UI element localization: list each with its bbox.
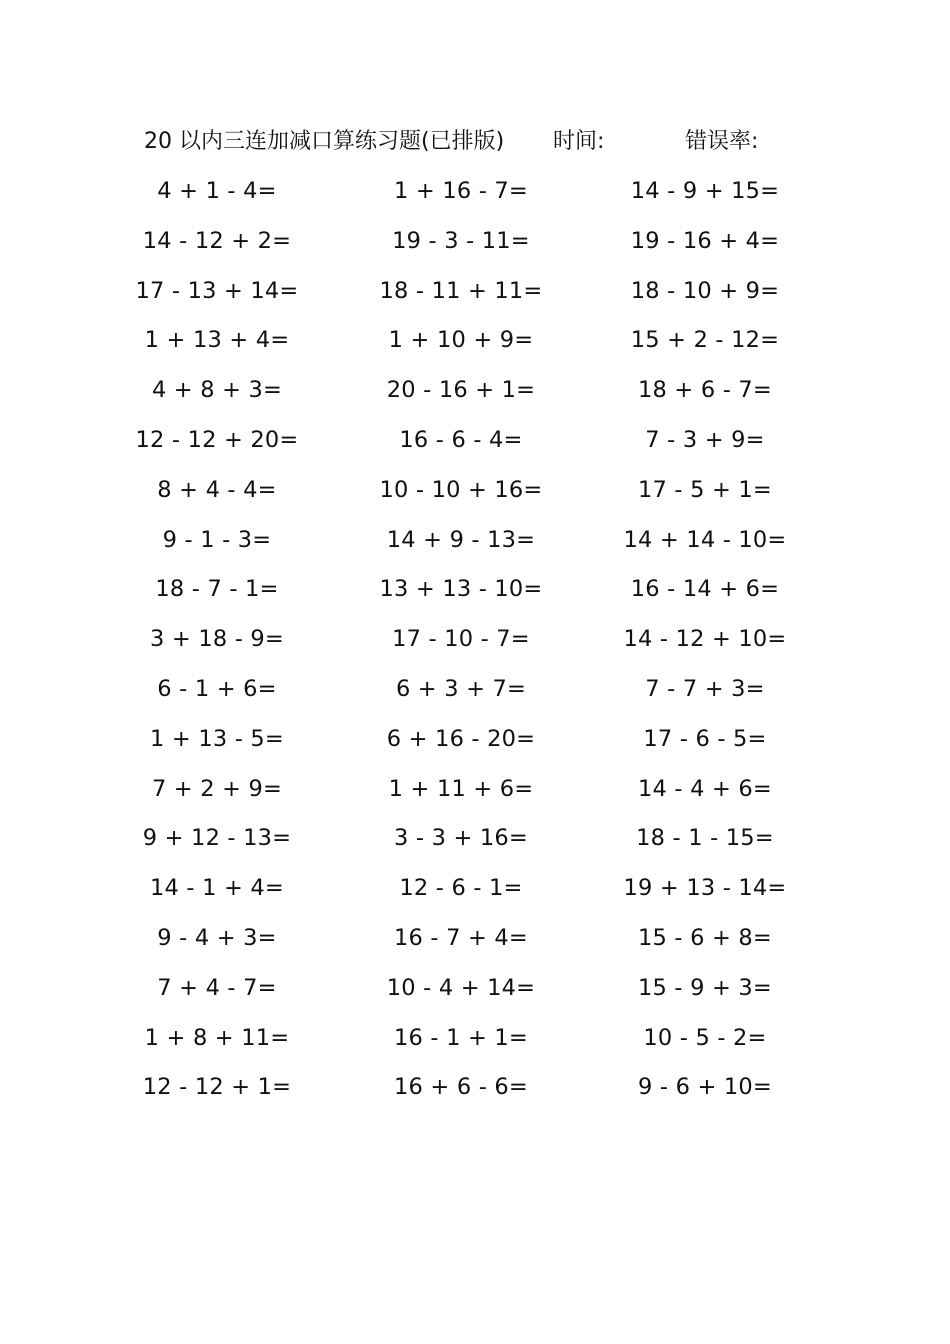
arithmetic-problem: 16 - 7 + 4=	[394, 924, 528, 951]
problem-row	[0, 1021, 950, 1071]
arithmetic-problem: 1 + 10 + 9=	[388, 327, 534, 354]
problem-grid	[0, 174, 950, 1120]
arithmetic-problem: 16 - 6 - 4=	[399, 426, 523, 453]
problem-row	[0, 523, 950, 573]
arithmetic-problem: 18 - 7 - 1=	[155, 576, 279, 603]
arithmetic-problem: 18 - 11 + 11=	[379, 277, 543, 304]
problem-row	[0, 373, 950, 423]
arithmetic-problem: 10 - 10 + 16=	[379, 476, 543, 503]
worksheet-title: 20 以内三连加减口算练习题(已排版)	[144, 129, 505, 154]
problem-row	[0, 971, 950, 1021]
arithmetic-problem: 4 + 8 + 3=	[151, 377, 283, 404]
problem-row	[0, 323, 950, 373]
arithmetic-problem: 9 - 6 + 10=	[638, 1074, 772, 1101]
arithmetic-problem: 15 + 2 - 12=	[630, 327, 780, 354]
arithmetic-problem: 3 - 3 + 16=	[394, 825, 528, 852]
arithmetic-problem: 16 - 1 + 1=	[394, 1024, 528, 1051]
problem-row	[0, 274, 950, 324]
arithmetic-problem: 10 - 5 - 2=	[643, 1024, 767, 1051]
arithmetic-problem: 1 + 13 + 4=	[144, 327, 290, 354]
arithmetic-problem: 8 + 4 - 4=	[157, 476, 277, 503]
arithmetic-problem: 15 - 9 + 3=	[638, 974, 772, 1001]
arithmetic-problem: 12 - 12 + 1=	[142, 1074, 292, 1101]
arithmetic-problem: 3 + 18 - 9=	[150, 626, 284, 653]
problem-row	[0, 871, 950, 921]
arithmetic-problem: 17 - 6 - 5=	[643, 725, 767, 752]
problem-row	[0, 622, 950, 672]
arithmetic-problem: 1 + 8 + 11=	[144, 1024, 290, 1051]
arithmetic-problem: 17 - 13 + 14=	[135, 277, 299, 304]
problem-row	[0, 921, 950, 971]
error-rate-label: 错误率:	[685, 129, 759, 154]
arithmetic-problem: 16 + 6 - 6=	[394, 1074, 528, 1101]
arithmetic-problem: 13 + 13 - 10=	[379, 576, 543, 603]
arithmetic-problem: 7 - 7 + 3=	[645, 675, 765, 702]
worksheet-header	[0, 124, 950, 160]
arithmetic-problem: 6 + 3 + 7=	[395, 675, 527, 702]
arithmetic-problem: 7 + 2 + 9=	[151, 775, 283, 802]
problem-row	[0, 772, 950, 822]
problem-row	[0, 174, 950, 224]
arithmetic-problem: 9 - 4 + 3=	[157, 924, 277, 951]
arithmetic-problem: 12 - 6 - 1=	[399, 875, 523, 902]
arithmetic-problem: 18 + 6 - 7=	[638, 377, 772, 404]
problem-row	[0, 672, 950, 722]
problem-row	[0, 473, 950, 523]
problem-row	[0, 722, 950, 772]
problem-row	[0, 1070, 950, 1120]
problem-row	[0, 821, 950, 871]
arithmetic-problem: 17 - 5 + 1=	[638, 476, 772, 503]
arithmetic-problem: 19 + 13 - 14=	[623, 875, 787, 902]
problem-row	[0, 572, 950, 622]
arithmetic-problem: 16 - 14 + 6=	[630, 576, 780, 603]
arithmetic-problem: 14 - 1 + 4=	[150, 875, 284, 902]
arithmetic-problem: 9 - 1 - 3=	[162, 526, 272, 553]
arithmetic-problem: 9 + 12 - 13=	[142, 825, 292, 852]
arithmetic-problem: 18 - 1 - 15=	[636, 825, 774, 852]
arithmetic-problem: 1 + 16 - 7=	[394, 178, 528, 204]
arithmetic-problem: 15 - 6 + 8=	[638, 924, 772, 951]
arithmetic-problem: 19 - 16 + 4=	[630, 227, 780, 254]
problem-row	[0, 224, 950, 274]
arithmetic-problem: 14 + 9 - 13=	[386, 526, 536, 553]
arithmetic-problem: 19 - 3 - 11=	[392, 227, 530, 254]
arithmetic-problem: 1 + 13 - 5=	[150, 725, 284, 752]
arithmetic-problem: 4 + 1 - 4=	[157, 178, 277, 204]
arithmetic-problem: 6 - 1 + 6=	[157, 675, 277, 702]
arithmetic-problem: 14 - 12 + 2=	[142, 227, 292, 254]
arithmetic-problem: 20 - 16 + 1=	[386, 377, 536, 404]
arithmetic-problem: 14 - 12 + 10=	[623, 626, 787, 653]
arithmetic-problem: 10 - 4 + 14=	[386, 974, 536, 1001]
arithmetic-problem: 1 + 11 + 6=	[388, 775, 534, 802]
time-label: 时间:	[553, 129, 605, 154]
arithmetic-problem: 14 - 9 + 15=	[630, 178, 780, 204]
problem-row	[0, 423, 950, 473]
arithmetic-problem: 12 - 12 + 20=	[135, 426, 299, 453]
arithmetic-problem: 6 + 16 - 20=	[386, 725, 536, 752]
arithmetic-problem: 7 - 3 + 9=	[645, 426, 765, 453]
arithmetic-problem: 7 + 4 - 7=	[157, 974, 277, 1001]
arithmetic-problem: 18 - 10 + 9=	[630, 277, 780, 304]
arithmetic-problem: 14 - 4 + 6=	[638, 775, 772, 802]
arithmetic-problem: 14 + 14 - 10=	[623, 526, 787, 553]
arithmetic-problem: 17 - 10 - 7=	[392, 626, 530, 653]
